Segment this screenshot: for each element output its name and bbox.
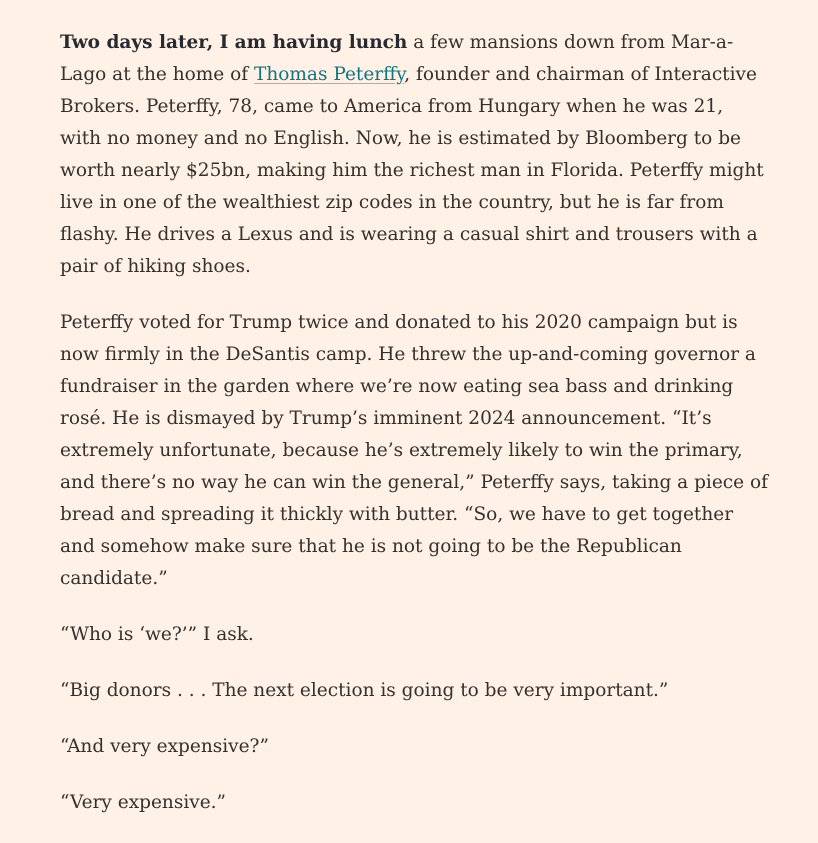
paragraph-3: “Who is ‘we?’” I ask. [60,624,254,645]
paragraph-text: , founder and chairman of Interactive Brokers. Peterffy, 78, came to America from Hungary when he was 21, with no money and no English. Now, he is estimated by Bloomberg to be worth nearly $25bn, making him the richest man in Florida. Peterffy might live in one of the wealthiest zip codes in the country, but he is far from flashy. He drives a Lexus and is wearing a casual shirt and trousers with a pair of hiking shoes. [60,64,764,277]
person-link-thomas-peterffy[interactable]: Thomas Peterffy [254,64,405,85]
paragraph-4: “Big donors . . . The next election is going to be very important.” [60,680,669,701]
paragraph-lead: Two days later, I am having lunch [60,32,408,53]
article-body [60,27,768,843]
paragraph-5: “And very expensive?” [60,736,269,757]
paragraph-1 [60,27,768,283]
paragraph-text: a few mansions down from Mar-a-Lago at the home of [60,32,734,85]
paragraph-2: Peterffy voted for Trump twice and donated to his 2020 campaign but is now firmly in the DeSantis camp. He threw the up-and-coming governor a fundraiser in the garden where we’re now eating sea bass and drinking rosé. He is dismayed by Trump’s imminent 2024 announcement. “It’s extremely unfortunate, because he’s extremely likely to win the primary, and there’s no way he can win the general,” Peterffy says, taking a piece of bread and spreading it thickly with butter. “So, we have to get together and somehow make sure that he is not going to be the Republican candidate.” [60,312,768,589]
paragraph-6: “Very expensive.” [60,792,226,813]
